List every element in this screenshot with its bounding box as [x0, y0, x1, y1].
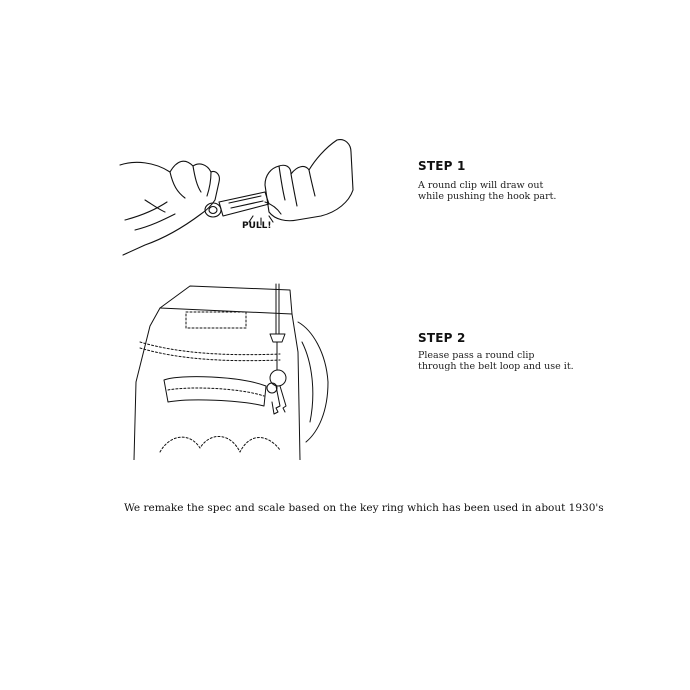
- step2-line2: through the belt loop and use it.: [418, 361, 574, 372]
- pull-label: PULL!: [242, 221, 272, 231]
- step1-description: [418, 180, 556, 202]
- round-clip: [205, 203, 221, 217]
- step2-description: [418, 350, 574, 372]
- key-ring: [270, 370, 286, 386]
- key-clip: [270, 334, 285, 342]
- step1-line2: while pushing the hook part.: [418, 191, 557, 202]
- right-hand: [265, 140, 353, 221]
- step1-line1: A round clip will draw out: [418, 180, 544, 191]
- back-pocket: [164, 377, 266, 406]
- step2-title: STEP 2: [418, 331, 466, 345]
- trouser-waistband: [160, 286, 292, 314]
- step1-title: STEP 1: [418, 159, 466, 173]
- step1-illustration: [115, 130, 355, 265]
- step2-line1: Please pass a round clip: [418, 350, 535, 361]
- footnote: We remake the spec and scale based on the key ring which has been used in about 1930's: [124, 502, 604, 514]
- left-hand: [120, 161, 219, 255]
- step2-illustration: [130, 282, 340, 460]
